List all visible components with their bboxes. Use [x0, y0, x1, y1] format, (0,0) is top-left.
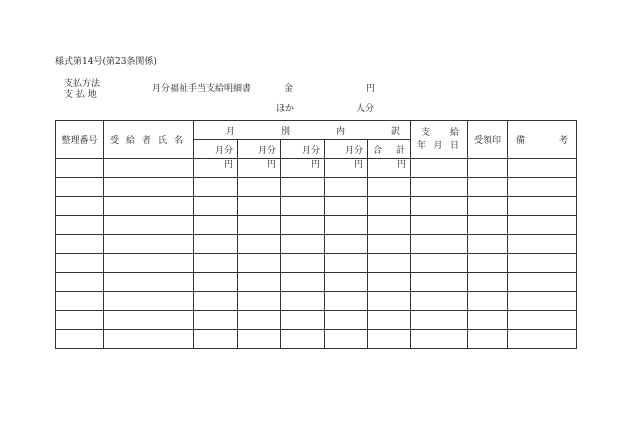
table-cell — [368, 311, 411, 330]
table-cell — [368, 178, 411, 197]
table-cell — [238, 292, 281, 311]
table-cell — [411, 254, 468, 273]
table-cell — [104, 216, 194, 235]
subheader-month-2: 月分 — [238, 140, 281, 159]
table-cell — [411, 178, 468, 197]
subheader-month-4: 月分 — [325, 140, 368, 159]
table-cell — [194, 292, 238, 311]
table-cell — [508, 178, 577, 197]
form-title: 様式第14号(第23条関係) — [55, 57, 157, 67]
table-cell — [56, 330, 104, 349]
table-row — [56, 330, 577, 349]
table-cell — [281, 330, 325, 349]
table-cell — [194, 330, 238, 349]
table-cell — [325, 254, 368, 273]
table-cell — [325, 273, 368, 292]
table-cell — [56, 159, 104, 178]
table-cell — [508, 197, 577, 216]
table-row — [56, 311, 577, 330]
table-cell — [281, 178, 325, 197]
statement-table — [55, 120, 577, 349]
table-cell — [104, 273, 194, 292]
yen-unit-cell: 円 — [325, 159, 368, 178]
table-cell — [104, 330, 194, 349]
table-cell — [56, 178, 104, 197]
table-cell — [325, 197, 368, 216]
table-row — [56, 254, 577, 273]
table-cell — [56, 254, 104, 273]
table-cell — [325, 178, 368, 197]
table-cell — [104, 235, 194, 254]
table-cell — [368, 235, 411, 254]
table-cell — [56, 197, 104, 216]
table-cell — [194, 197, 238, 216]
header-seal: 受領印 — [468, 121, 508, 159]
table-cell — [194, 178, 238, 197]
header-recipient-name: 受 給 者 氏 名 — [104, 121, 194, 159]
table-cell — [508, 273, 577, 292]
table-cell — [468, 254, 508, 273]
table-cell — [238, 235, 281, 254]
table-cell — [104, 311, 194, 330]
table-cell — [411, 330, 468, 349]
table-cell — [468, 235, 508, 254]
table-cell — [194, 235, 238, 254]
table-cell — [281, 311, 325, 330]
table-cell — [104, 292, 194, 311]
table-row — [56, 292, 577, 311]
header-number: 整理番号 — [56, 121, 104, 159]
table-cell — [194, 273, 238, 292]
table-cell — [325, 292, 368, 311]
table-cell — [508, 330, 577, 349]
yen-unit-cell: 円 — [238, 159, 281, 178]
table-cell — [468, 178, 508, 197]
subheader-month-3: 月分 — [281, 140, 325, 159]
table-cell — [104, 159, 194, 178]
table-cell — [325, 311, 368, 330]
table-cell — [411, 197, 468, 216]
table-cell — [325, 235, 368, 254]
table-cell — [281, 197, 325, 216]
table-cell — [56, 292, 104, 311]
table-cell — [281, 216, 325, 235]
table-cell — [194, 311, 238, 330]
table-cell — [104, 178, 194, 197]
table-row — [56, 159, 577, 178]
table-cell — [368, 330, 411, 349]
table-cell — [411, 311, 468, 330]
table-cell — [411, 273, 468, 292]
table-cell — [281, 273, 325, 292]
amount-yen-label: 円 — [366, 84, 376, 94]
table-cell — [238, 216, 281, 235]
table-cell — [56, 235, 104, 254]
table-cell — [368, 254, 411, 273]
table-cell — [238, 254, 281, 273]
table-cell — [508, 216, 577, 235]
table-cell — [281, 254, 325, 273]
table-cell — [508, 254, 577, 273]
table-cell — [104, 197, 194, 216]
table-cell — [238, 273, 281, 292]
table-row — [56, 178, 577, 197]
table-cell — [238, 178, 281, 197]
table-cell — [281, 235, 325, 254]
table-cell — [468, 292, 508, 311]
table-cell — [56, 273, 104, 292]
payment-place-label: 支 払 地 — [64, 90, 97, 100]
table-cell — [368, 197, 411, 216]
amount-label: 金 — [284, 84, 294, 94]
table-row — [56, 216, 577, 235]
header-payment-date: 支 給 年 月 日 — [411, 121, 468, 159]
table-cell — [194, 216, 238, 235]
payment-method-label: 支払方法 — [64, 79, 101, 89]
table-cell — [508, 311, 577, 330]
table-cell — [411, 159, 468, 178]
table-cell — [368, 292, 411, 311]
table-cell — [104, 254, 194, 273]
others-label: ほか — [276, 104, 295, 114]
table-cell — [325, 330, 368, 349]
subheader-month-1: 月分 — [194, 140, 238, 159]
table-cell — [238, 330, 281, 349]
table-cell — [368, 216, 411, 235]
table-cell — [508, 159, 577, 178]
table-cell — [468, 197, 508, 216]
table-cell — [368, 273, 411, 292]
table-cell — [468, 216, 508, 235]
table-cell — [468, 273, 508, 292]
table-cell — [238, 197, 281, 216]
subheader-total: 合 計 — [368, 140, 411, 159]
table-cell — [508, 292, 577, 311]
statement-title: 月分福祉手当支給明細書 — [152, 84, 252, 94]
yen-unit-cell: 円 — [194, 159, 238, 178]
table-cell — [468, 311, 508, 330]
table-cell — [194, 254, 238, 273]
table-cell — [468, 330, 508, 349]
table-cell — [411, 235, 468, 254]
header-monthly-breakdown: 月 別 内 訳 — [194, 121, 411, 140]
table-cell — [508, 235, 577, 254]
table-cell — [325, 216, 368, 235]
table-cell — [56, 216, 104, 235]
table-cell — [238, 311, 281, 330]
table-cell — [411, 216, 468, 235]
yen-unit-cell: 円 — [281, 159, 325, 178]
table-cell — [411, 292, 468, 311]
header-remarks: 備 考 — [508, 121, 577, 159]
table-cell — [468, 159, 508, 178]
table-row — [56, 273, 577, 292]
table-cell — [56, 311, 104, 330]
table-row — [56, 235, 577, 254]
table-cell — [281, 292, 325, 311]
persons-label: 人分 — [356, 104, 375, 114]
yen-unit-cell: 円 — [368, 159, 411, 178]
table-row — [56, 197, 577, 216]
